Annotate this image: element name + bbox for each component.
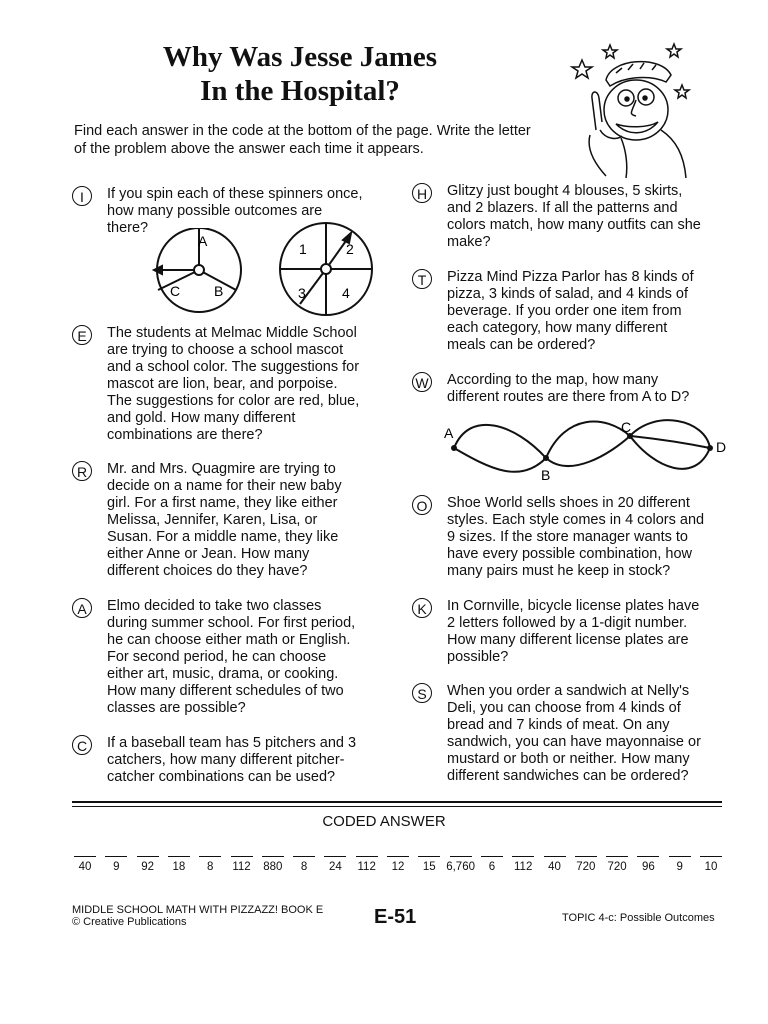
answer-code: 880 xyxy=(263,861,283,873)
answer-blank[interactable] xyxy=(105,840,127,857)
problem-text: Shoe World sells shoes in 20 different styles. Each style comes in 4 colors and 9 sizes. If the store manager wants to have every possible combination, how many pairs must he keep in stock? xyxy=(447,495,705,579)
answer-blank[interactable] xyxy=(324,840,346,857)
spinner-label: 1 xyxy=(299,241,307,257)
answer-blank[interactable] xyxy=(356,840,378,857)
problem-letter: E xyxy=(72,325,92,345)
divider xyxy=(72,806,722,807)
coded-answer-row xyxy=(72,840,728,880)
map-label: C xyxy=(621,419,632,435)
answer-code: 8 xyxy=(300,861,308,873)
problem-letter: R xyxy=(72,461,92,481)
answer-code: 720 xyxy=(576,861,596,873)
answer-slot[interactable] xyxy=(260,840,286,875)
answer-slot[interactable] xyxy=(135,840,161,875)
answer-slot[interactable] xyxy=(698,840,724,875)
problem-letter: C xyxy=(72,735,92,755)
title-line-1: Why Was Jesse James xyxy=(162,41,438,73)
instructions: Find each answer in the code at the bottom of the page. Write the letter of the problem above the answer each time it appears. xyxy=(74,123,531,157)
star-icon xyxy=(603,45,617,58)
footer-credit xyxy=(72,904,323,928)
star-icon xyxy=(572,60,592,78)
problem-text: Glitzy just bought 4 blouses, 5 skirts, and 2 blazers. If all the patterns and colors match, how many outfits can she make? xyxy=(447,183,701,250)
cartoon-illustration xyxy=(566,40,696,180)
problem-r xyxy=(72,461,402,586)
spinner-label: 4 xyxy=(342,285,350,301)
topic-label: TOPIC 4-c: Possible Outcomes xyxy=(562,912,715,924)
answer-blank[interactable] xyxy=(137,840,159,857)
answer-slot[interactable] xyxy=(103,840,129,875)
answer-slot[interactable] xyxy=(635,840,661,875)
coded-answer-title: CODED ANSWER xyxy=(322,813,446,830)
answer-slot[interactable] xyxy=(72,840,98,875)
problem-h xyxy=(412,183,732,253)
problem-letter: S xyxy=(412,683,432,703)
problem-text: Elmo decided to take two classes during summer school. For first period, he can choose either math or English. For second period, he can choose either art, music, drama, or cooking. How many different schedules of two classes are possible? xyxy=(107,598,356,716)
answer-code: 9 xyxy=(676,861,683,873)
answer-blank[interactable] xyxy=(168,840,190,857)
map-label: B xyxy=(541,467,551,483)
problem-letter: W xyxy=(412,372,432,392)
answer-slot[interactable] xyxy=(667,840,693,875)
problem-text: If a baseball team has 5 pitchers and 3 catchers, how many different pitcher- catcher combinations can be used? xyxy=(107,735,357,785)
spinner-label: C xyxy=(170,283,181,299)
answer-blank[interactable] xyxy=(544,840,566,857)
page-number: E-51 xyxy=(374,906,417,928)
problem-s xyxy=(412,683,732,788)
answer-blank[interactable] xyxy=(700,840,722,857)
answer-slot[interactable] xyxy=(322,840,348,875)
page-title xyxy=(120,40,480,108)
answer-blank[interactable] xyxy=(481,840,503,857)
answer-blank[interactable] xyxy=(387,840,409,857)
answer-blank[interactable] xyxy=(669,840,691,857)
divider xyxy=(72,801,722,803)
answer-code: 112 xyxy=(357,861,376,873)
problem-text: If you spin each of these spinners once, how many possible outcomes are there? xyxy=(107,186,363,236)
route-map xyxy=(440,414,730,486)
star-icon xyxy=(667,44,681,57)
answer-slot[interactable] xyxy=(448,840,474,875)
problem-text: The students at Melmac Middle School are trying to choose a school mascot and a school color. The suggestions for mascot are lion, bear, and porpoise. The suggestions for color are red, blue, and gold. How many different combinations are there? xyxy=(107,325,360,443)
answer-code: 112 xyxy=(514,861,533,873)
answer-blank[interactable] xyxy=(637,840,659,857)
answer-slot[interactable] xyxy=(604,840,630,875)
answer-code: 112 xyxy=(232,861,251,873)
answer-slot[interactable] xyxy=(416,840,442,875)
answer-code: 96 xyxy=(641,861,655,873)
problem-text: When you order a sandwich at Nelly's Deli, you can choose from 4 kinds of bread and 7 kinds of meat. On any sandwich, you can have mayonnaise or mustard or both or neither. How many different sandwiches can be ordered? xyxy=(447,683,701,784)
problem-t xyxy=(412,269,732,357)
problem-letter: O xyxy=(412,495,432,515)
answer-blank[interactable] xyxy=(231,840,253,857)
answer-slot[interactable] xyxy=(573,840,599,875)
title-line-2: In the Hospital? xyxy=(200,75,400,107)
answer-code: 8 xyxy=(206,861,214,873)
book-title: MIDDLE SCHOOL MATH WITH PIZZAZZ! BOOK E xyxy=(72,904,324,916)
answer-blank[interactable] xyxy=(606,840,628,857)
answer-blank[interactable] xyxy=(418,840,440,857)
answer-slot[interactable] xyxy=(479,840,505,875)
answer-code: 9 xyxy=(113,861,120,873)
answer-slot[interactable] xyxy=(542,840,568,875)
answer-slot[interactable] xyxy=(291,840,317,875)
problem-o xyxy=(412,495,732,583)
spinner-1234 xyxy=(272,222,382,322)
answer-slot[interactable] xyxy=(197,840,223,875)
problem-letter: I xyxy=(72,186,92,206)
answer-slot[interactable] xyxy=(229,840,255,875)
answer-code: 720 xyxy=(607,861,627,873)
answer-code: 92 xyxy=(141,861,154,873)
map-label: A xyxy=(444,425,454,441)
problem-letter: K xyxy=(412,598,432,618)
answer-blank[interactable] xyxy=(512,840,534,857)
problem-e xyxy=(72,325,402,450)
answer-code: 24 xyxy=(328,861,342,873)
problem-letter: H xyxy=(412,183,432,203)
problem-w xyxy=(412,372,732,408)
map-label: D xyxy=(716,439,727,455)
answer-code: 15 xyxy=(422,861,436,873)
problem-c xyxy=(72,735,402,790)
problem-k xyxy=(412,598,732,668)
answer-code: 18 xyxy=(172,861,186,873)
spinner-abc xyxy=(138,228,268,318)
answer-code: 6 xyxy=(488,861,496,873)
problem-text: Mr. and Mrs. Quagmire are trying to decide on a name for their new baby girl. For a first name, they like either Melissa, Jennifer, Karen, Lisa, or Susan. For a middle name, they like either Anne or Jean. How many different choices do they have? xyxy=(107,461,342,579)
answer-slot[interactable] xyxy=(510,840,536,875)
answer-slot[interactable] xyxy=(354,840,380,875)
answer-blank[interactable] xyxy=(293,840,315,857)
answer-blank[interactable] xyxy=(450,840,472,857)
answer-code: 12 xyxy=(391,861,405,873)
spinner-label: B xyxy=(214,283,224,299)
spinner-label: A xyxy=(198,233,208,249)
problem-a xyxy=(72,598,402,723)
problem-text: In Cornville, bicycle license plates have 2 letters followed by a 1-digit number. How many different license plates are possible? xyxy=(447,598,700,665)
answer-blank[interactable] xyxy=(199,840,221,857)
publisher: © Creative Publications xyxy=(72,916,187,928)
spinner-label: 3 xyxy=(298,285,306,301)
problem-text: Pizza Mind Pizza Parlor has 8 kinds of pizza, 3 kinds of salad, and 4 kinds of beverage. If you order one item from each category, how many different meals can be ordered? xyxy=(447,269,694,353)
answer-code: 10 xyxy=(704,861,718,873)
answer-code: 6,760 xyxy=(446,861,475,873)
answer-code: 40 xyxy=(548,861,561,873)
answer-blank[interactable] xyxy=(74,840,96,857)
problem-text: According to the map, how many different routes are there from A to D? xyxy=(447,372,690,405)
answer-code: 40 xyxy=(78,861,92,873)
answer-blank[interactable] xyxy=(262,840,284,857)
answer-blank[interactable] xyxy=(575,840,597,857)
answer-slot[interactable] xyxy=(385,840,411,875)
star-icon xyxy=(675,85,689,98)
problem-letter: A xyxy=(72,598,92,618)
spinner-label: 2 xyxy=(346,241,354,257)
answer-slot[interactable] xyxy=(166,840,192,875)
problem-letter: T xyxy=(412,269,432,289)
